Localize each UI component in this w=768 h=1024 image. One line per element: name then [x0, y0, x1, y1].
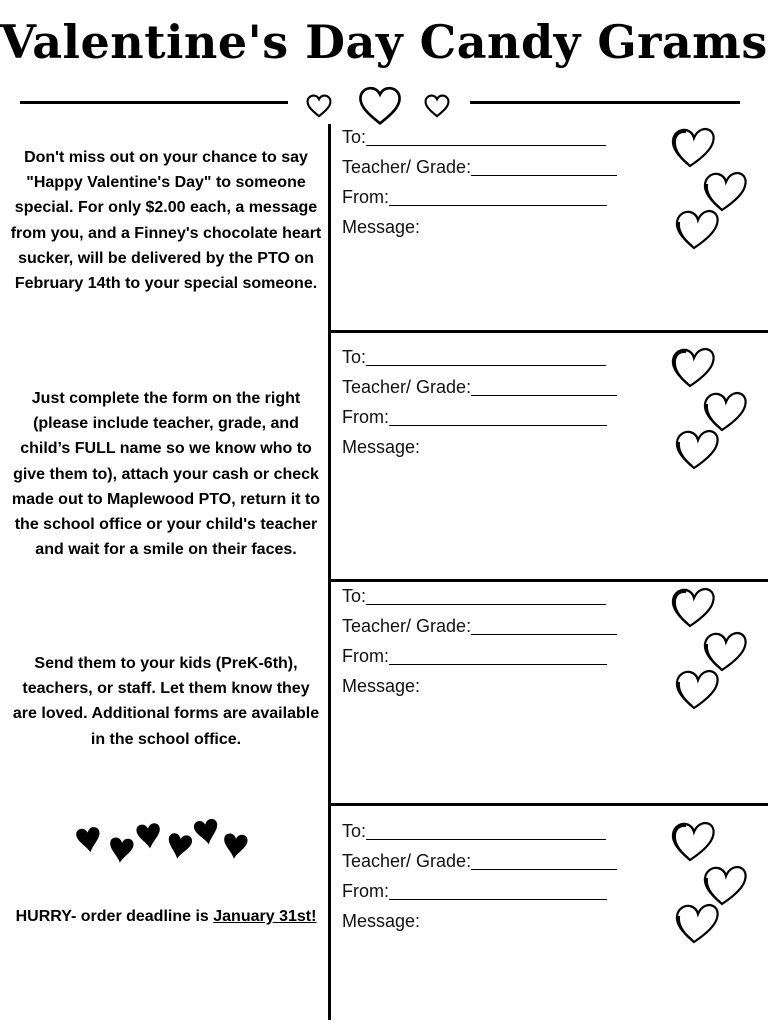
from-label: From:: [342, 881, 389, 901]
from-label: From:: [342, 407, 389, 427]
outline-heart-icon: [679, 916, 692, 940]
outline-heart-icon: [356, 86, 404, 126]
from-field[interactable]: [389, 407, 607, 426]
outline-heart-icon: [707, 404, 720, 428]
outline-heart-icon: [679, 682, 692, 706]
outline-hearts-decoration: [668, 344, 752, 474]
to-label: To:: [342, 586, 367, 606]
deadline-date: January 31st!: [213, 908, 317, 925]
recipients-paragraph: Send them to your kids (PreK-6th), teachers, or staff. Let them know they are loved. Additional forms are available in the school office.: [12, 655, 320, 748]
to-label: To:: [342, 127, 367, 147]
solid-heart-icon: [193, 818, 220, 846]
teacher-grade-field[interactable]: [471, 851, 617, 870]
from-label: From:: [342, 646, 389, 666]
column-divider: [328, 124, 331, 1020]
outline-heart-icon: [705, 393, 746, 430]
outline-heart-icon: [677, 431, 718, 468]
teacher-grade-label: Teacher/ Grade:: [342, 851, 472, 871]
title-rule-right: [470, 101, 740, 104]
message-label: Message:: [342, 911, 421, 931]
from-field[interactable]: [389, 646, 607, 665]
to-field[interactable]: [366, 127, 606, 146]
candy-gram-form: [342, 122, 642, 242]
from-field[interactable]: [389, 187, 607, 206]
title-rule-left: [20, 101, 288, 104]
intro-paragraph: Don't miss out on your chance to say "Happy Valentine's Day" to someone special. For only $2.00 each, a message from you, and a Finney's chocolate heart sucker, will be delivered by the PTO on February 14th to your special someone.: [10, 149, 322, 293]
to-field[interactable]: [366, 821, 606, 840]
candy-gram-form: [342, 816, 642, 936]
to-field[interactable]: [366, 586, 606, 605]
outline-heart-icon: [677, 905, 718, 942]
outline-heart-icon: [675, 132, 688, 164]
teacher-grade-field[interactable]: [471, 616, 617, 635]
message-label: Message:: [342, 437, 421, 457]
candy-gram-form: [342, 581, 642, 701]
outline-heart-icon: [677, 211, 718, 248]
outline-heart-icon: [679, 222, 692, 246]
to-label: To:: [342, 821, 367, 841]
solid-heart-icon: [75, 826, 102, 854]
message-label: Message:: [342, 217, 421, 237]
outline-hearts-decoration: [668, 124, 752, 254]
teacher-grade-label: Teacher/ Grade:: [342, 377, 472, 397]
teacher-grade-field[interactable]: [471, 377, 617, 396]
teacher-grade-label: Teacher/ Grade:: [342, 157, 472, 177]
outline-heart-icon: [705, 173, 746, 210]
deadline-text: HURRY- order deadline is: [15, 908, 214, 925]
form-divider-1: [331, 330, 768, 333]
message-label: Message:: [342, 676, 421, 696]
outline-hearts-decoration: [668, 584, 752, 714]
to-field[interactable]: [366, 347, 606, 366]
page-title: Valentine's Day Candy Grams: [0, 15, 768, 69]
outline-heart-icon: [306, 94, 332, 118]
solid-heart-icon: [222, 833, 248, 860]
outline-heart-icon: [424, 94, 450, 118]
outline-heart-icon: [707, 644, 720, 668]
from-label: From:: [342, 187, 389, 207]
outline-hearts-decoration: [668, 818, 752, 948]
instructions-paragraph: Just complete the form on the right (please include teacher, grade, and child’s FULL name so we know who to give them to), attach your cash or check made out to Maplewood PTO, return it to the school office or your child's teacher and wait for a smile on their faces.: [11, 390, 321, 559]
outline-heart-icon: [707, 878, 720, 902]
outline-heart-icon: [675, 592, 688, 624]
outline-heart-icon: [675, 826, 688, 858]
outline-heart-icon: [705, 867, 746, 904]
teacher-grade-label: Teacher/ Grade:: [342, 616, 472, 636]
outline-heart-icon: [705, 633, 746, 670]
solid-heart-icon: [108, 837, 134, 864]
outline-heart-icon: [675, 352, 688, 384]
deadline-notice: [10, 904, 322, 929]
teacher-grade-field[interactable]: [471, 157, 617, 176]
outline-heart-icon: [677, 671, 718, 708]
solid-hearts-decoration: [74, 818, 252, 874]
from-field[interactable]: [389, 881, 607, 900]
solid-heart-icon: [166, 832, 193, 860]
solid-heart-icon: [136, 823, 162, 850]
to-label: To:: [342, 347, 367, 367]
outline-heart-icon: [679, 442, 692, 466]
candy-gram-form: [342, 342, 642, 462]
form-divider-3: [331, 803, 768, 806]
outline-heart-icon: [707, 184, 720, 208]
